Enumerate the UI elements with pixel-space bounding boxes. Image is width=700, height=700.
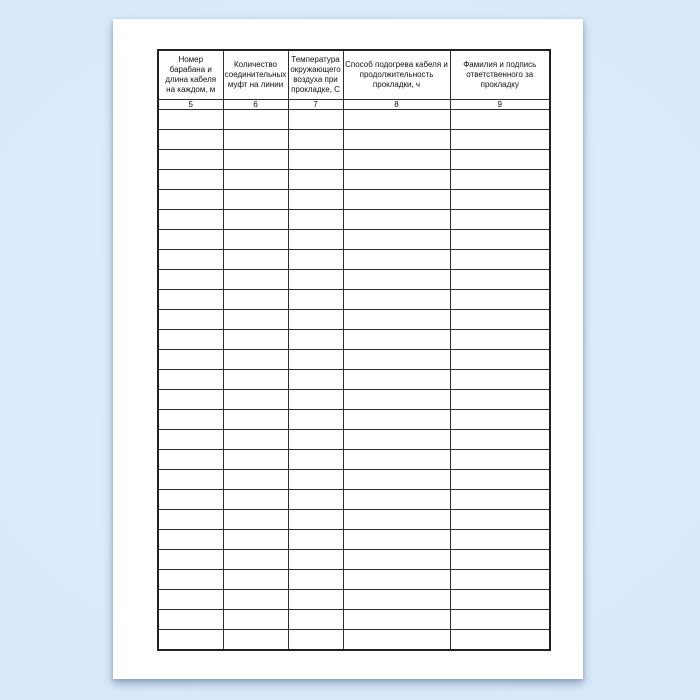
empty-cell — [158, 150, 223, 170]
empty-cell — [288, 110, 343, 130]
empty-cell — [450, 430, 550, 450]
empty-cell — [343, 410, 450, 430]
table-row — [158, 270, 550, 290]
empty-cell — [450, 310, 550, 330]
empty-cell — [158, 170, 223, 190]
empty-cell — [223, 350, 288, 370]
empty-cell — [450, 150, 550, 170]
table-row — [158, 390, 550, 410]
empty-cell — [450, 210, 550, 230]
empty-cell — [158, 350, 223, 370]
column-number: 5 — [158, 100, 223, 110]
empty-cell — [288, 370, 343, 390]
empty-cell — [223, 570, 288, 590]
empty-cell — [158, 470, 223, 490]
column-header: Температура окружающего воздуха при прокладке, С — [288, 50, 343, 100]
empty-cell — [158, 370, 223, 390]
table-row — [158, 550, 550, 570]
table-row — [158, 490, 550, 510]
empty-cell — [223, 170, 288, 190]
empty-cell — [223, 250, 288, 270]
empty-cell — [223, 410, 288, 430]
empty-cell — [158, 450, 223, 470]
document-page — [113, 19, 583, 679]
column-header: Количество соединительных муфт на линии — [223, 50, 288, 100]
empty-cell — [343, 210, 450, 230]
empty-cell — [288, 410, 343, 430]
empty-cell — [288, 610, 343, 630]
empty-cell — [158, 250, 223, 270]
empty-cell — [288, 570, 343, 590]
empty-cell — [223, 550, 288, 570]
empty-cell — [158, 210, 223, 230]
empty-cell — [343, 450, 450, 470]
column-number: 7 — [288, 100, 343, 110]
empty-cell — [450, 370, 550, 390]
empty-cell — [158, 630, 223, 651]
empty-cell — [158, 410, 223, 430]
column-number-row — [158, 100, 550, 110]
empty-cell — [288, 510, 343, 530]
empty-cell — [450, 550, 550, 570]
empty-cell — [288, 190, 343, 210]
empty-cell — [450, 610, 550, 630]
empty-cell — [223, 330, 288, 350]
empty-cell — [343, 350, 450, 370]
empty-cell — [158, 270, 223, 290]
table-row — [158, 250, 550, 270]
table-row — [158, 170, 550, 190]
empty-cell — [288, 290, 343, 310]
empty-cell — [158, 110, 223, 130]
empty-cell — [343, 310, 450, 330]
empty-cell — [343, 590, 450, 610]
table-row — [158, 190, 550, 210]
empty-cell — [223, 590, 288, 610]
empty-cell — [223, 610, 288, 630]
empty-cell — [223, 190, 288, 210]
empty-cell — [288, 130, 343, 150]
empty-cell — [223, 290, 288, 310]
empty-cell — [288, 450, 343, 470]
empty-cell — [158, 490, 223, 510]
table-row — [158, 610, 550, 630]
table-row — [158, 410, 550, 430]
table-row — [158, 470, 550, 490]
empty-cell — [223, 270, 288, 290]
empty-cell — [158, 430, 223, 450]
empty-cell — [288, 150, 343, 170]
empty-cell — [288, 210, 343, 230]
empty-cell — [288, 490, 343, 510]
empty-cell — [343, 230, 450, 250]
empty-cell — [450, 130, 550, 150]
empty-cell — [450, 250, 550, 270]
empty-cell — [158, 230, 223, 250]
empty-cell — [288, 390, 343, 410]
empty-cell — [343, 550, 450, 570]
empty-cell — [288, 550, 343, 570]
empty-cell — [288, 470, 343, 490]
table-row — [158, 110, 550, 130]
empty-cell — [223, 470, 288, 490]
empty-cell — [343, 190, 450, 210]
empty-cell — [223, 450, 288, 470]
empty-cell — [450, 470, 550, 490]
table-row — [158, 370, 550, 390]
empty-cell — [223, 370, 288, 390]
empty-cell — [450, 410, 550, 430]
empty-cell — [450, 490, 550, 510]
empty-cell — [158, 570, 223, 590]
empty-cell — [288, 170, 343, 190]
empty-cell — [343, 470, 450, 490]
column-header: Номер барабана и длина кабеля на каждом, м — [158, 50, 223, 100]
empty-cell — [450, 190, 550, 210]
table-row — [158, 450, 550, 470]
empty-cell — [223, 230, 288, 250]
table-row — [158, 230, 550, 250]
empty-cell — [223, 510, 288, 530]
empty-cell — [450, 350, 550, 370]
empty-cell — [343, 270, 450, 290]
empty-cell — [450, 530, 550, 550]
empty-cell — [158, 310, 223, 330]
empty-cell — [158, 510, 223, 530]
table-row — [158, 590, 550, 610]
empty-cell — [288, 430, 343, 450]
empty-cell — [450, 330, 550, 350]
empty-cell — [450, 450, 550, 470]
empty-cell — [223, 150, 288, 170]
column-header: Фамилия и подпись ответственного за прокладку — [450, 50, 550, 100]
empty-cell — [450, 510, 550, 530]
empty-cell — [158, 590, 223, 610]
empty-cell — [343, 370, 450, 390]
empty-cell — [343, 150, 450, 170]
empty-cell — [223, 130, 288, 150]
empty-cell — [343, 390, 450, 410]
column-number: 9 — [450, 100, 550, 110]
empty-cell — [223, 390, 288, 410]
empty-cell — [450, 390, 550, 410]
table-row — [158, 310, 550, 330]
empty-cell — [450, 630, 550, 651]
table-body — [158, 110, 550, 651]
empty-cell — [158, 190, 223, 210]
empty-cell — [343, 570, 450, 590]
empty-cell — [158, 330, 223, 350]
table-row — [158, 570, 550, 590]
empty-cell — [343, 530, 450, 550]
empty-cell — [158, 610, 223, 630]
cable-laying-table — [157, 49, 551, 651]
empty-cell — [343, 170, 450, 190]
empty-cell — [343, 110, 450, 130]
table-row — [158, 510, 550, 530]
table-row — [158, 330, 550, 350]
empty-cell — [288, 330, 343, 350]
empty-cell — [450, 110, 550, 130]
empty-cell — [343, 290, 450, 310]
empty-cell — [288, 350, 343, 370]
empty-cell — [158, 130, 223, 150]
empty-cell — [288, 590, 343, 610]
column-number: 8 — [343, 100, 450, 110]
empty-cell — [343, 330, 450, 350]
empty-cell — [288, 310, 343, 330]
empty-cell — [343, 430, 450, 450]
empty-cell — [343, 130, 450, 150]
empty-cell — [343, 490, 450, 510]
empty-cell — [158, 550, 223, 570]
empty-cell — [450, 230, 550, 250]
empty-cell — [343, 610, 450, 630]
empty-cell — [288, 270, 343, 290]
empty-cell — [288, 230, 343, 250]
column-header: Способ подогрева кабеля и продолжительность прокладки, ч — [343, 50, 450, 100]
empty-cell — [223, 630, 288, 651]
empty-cell — [223, 530, 288, 550]
empty-cell — [158, 290, 223, 310]
empty-cell — [158, 390, 223, 410]
empty-cell — [450, 590, 550, 610]
empty-cell — [158, 530, 223, 550]
empty-cell — [223, 110, 288, 130]
table-row — [158, 530, 550, 550]
empty-cell — [223, 210, 288, 230]
empty-cell — [343, 630, 450, 651]
table-row — [158, 350, 550, 370]
empty-cell — [288, 250, 343, 270]
table-row — [158, 150, 550, 170]
empty-cell — [450, 270, 550, 290]
table-row — [158, 210, 550, 230]
empty-cell — [223, 310, 288, 330]
empty-cell — [450, 570, 550, 590]
table-row — [158, 630, 550, 651]
empty-cell — [450, 170, 550, 190]
table-row — [158, 130, 550, 150]
empty-cell — [288, 530, 343, 550]
empty-cell — [343, 250, 450, 270]
empty-cell — [223, 490, 288, 510]
empty-cell — [343, 510, 450, 530]
table-row — [158, 430, 550, 450]
empty-cell — [450, 290, 550, 310]
table-row — [158, 290, 550, 310]
header-row — [158, 50, 550, 100]
empty-cell — [223, 430, 288, 450]
empty-cell — [288, 630, 343, 651]
column-number: 6 — [223, 100, 288, 110]
